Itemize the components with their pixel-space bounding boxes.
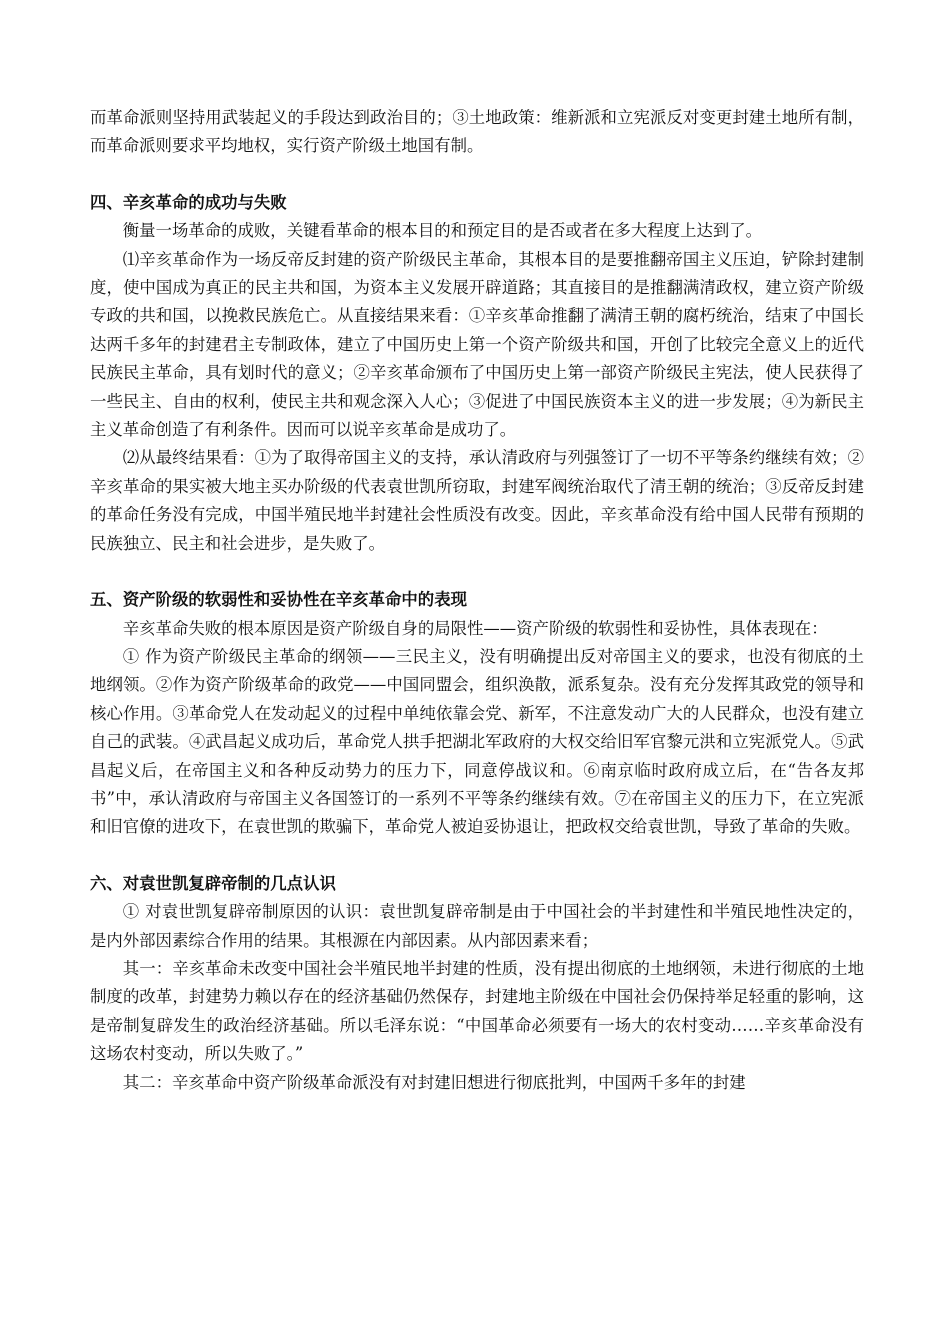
section-6-heading: 六、对袁世凯复辟帝制的几点认识 [90,873,336,893]
section-4-paragraph-3: ⑵从最终结果看：①为了取得帝国主义的支持，承认清政府与列强签订了一切不平等条约继续有效；②辛亥革命的果实被大地主买办阶级的代表袁世凯所窃取，封建军阀统治取代了清王朝的统治；③反帝反封建的革命任务没有完成，中国半殖民地半封建社会性质没有改变。因此，辛亥革命没有给中国人民带有预期的民族独立、民主和社会进步，是失败了。 [90,448,864,553]
section-5-paragraph-1: 辛亥革命失败的根本原因是资产阶级自身的局限性——资产阶级的软弱性和妥协性，具体表现在： [122,618,828,638]
section-4-heading: 四、辛亥革命的成功与失败 [90,192,287,212]
section-gap [90,161,864,189]
section-4-paragraph-1: 衡量一场革命的成败，关键看革命的根本目的和预定目的是否或者在多大程度上达到了。 [122,221,763,241]
intro-paragraph: 而革命派则坚持用武装起义的手段达到政治目的；③土地政策：维新派和立宪派反对变更封建土地所有制，而革命派则要求平均地权，实行资产阶级土地国有制。 [90,108,864,156]
section-gap [90,558,864,586]
section-6-paragraph-3: 其二：辛亥革命中资产阶级革命派没有对封建旧想进行彻底批判，中国两千多年的封建 [122,1072,746,1092]
section-5-paragraph-2: ① 作为资产阶级民主革命的纲领——三民主义，没有明确提出反对帝国主义的要求，也没有彻底的土地纲领。②作为资产阶级革命的政党——中国同盟会，组织涣散，派系复杂。没有充分发挥其政党的领导和核心作用。③革命党人在发动起义的过程中单纯依靠会党、新军，不注意发动广大的人民群众，也没有建立自己的武装。④武昌起义成功后，革命党人拱手把湖北军政府的大权交给旧军官黎元洪和立宪派党人。⑤武昌起义后，在帝国主义和各种反动势力的压力下，同意停战议和。⑥南京临时政府成立后，在“告各友邦书”中，承认清政府与帝国主义各国签订的一系列不平等条约继续有效。⑦在帝国主义的压力下，在立宪派和旧官僚的进攻下，在袁世凯的欺骗下，革命党人被迫妥协退让，把政权交给袁世凯，导致了革命的失败。 [90,646,864,837]
section-gap [90,842,864,870]
section-6-paragraph-1: ① 对袁世凯复辟帝制原因的认识：袁世凯复辟帝制是由于中国社会的半封建性和半殖民地性决定的，是内外部因素综合作用的结果。其根源在内部因素。从内部因素来看； [90,902,864,950]
section-4-paragraph-2: ⑴辛亥革命作为一场反帝反封建的资产阶级民主革命，其根本目的是要推翻帝国主义压迫，铲除封建制度，使中国成为真正的民主共和国，为资本主义发展开辟道路；其直接目的是推翻满清政权，建立资产阶级专政的共和国，以挽救民族危亡。从直接结果来看：①辛亥革命推翻了满清王朝的腐朽统治，结束了中国长达两千多年的封建君主专制政体，建立了中国历史上第一个资产阶级共和国，开创了比较完全意义上的近代民族民主革命，具有划时代的意义；②辛亥革命颁布了中国历史上第一部资产阶级民主宪法，使人民获得了一些民主、自由的权利，使民主共和观念深入人心；③促进了中国民族资本主义的进一步发展；④为新民主主义革命创造了有利条件。因而可以说辛亥革命是成功了。 [90,249,864,440]
section-5-heading: 五、资产阶级的软弱性和妥协性在辛亥革命中的表现 [90,590,467,610]
section-6-paragraph-2: 其一：辛亥革命未改变中国社会半殖民地半封建的性质，没有提出彻底的土地纲领，未进行彻底的土地制度的改革，封建势力赖以存在的经济基础仍然保存，封建地主阶级在中国社会仍保持举足轻重的影响，这是帝制复辟发生的政治经济基础。所以毛泽东说：“中国革命必须要有一场大的农村变动……辛亥革命没有这场农村变动，所以失败了。” [90,958,864,1064]
